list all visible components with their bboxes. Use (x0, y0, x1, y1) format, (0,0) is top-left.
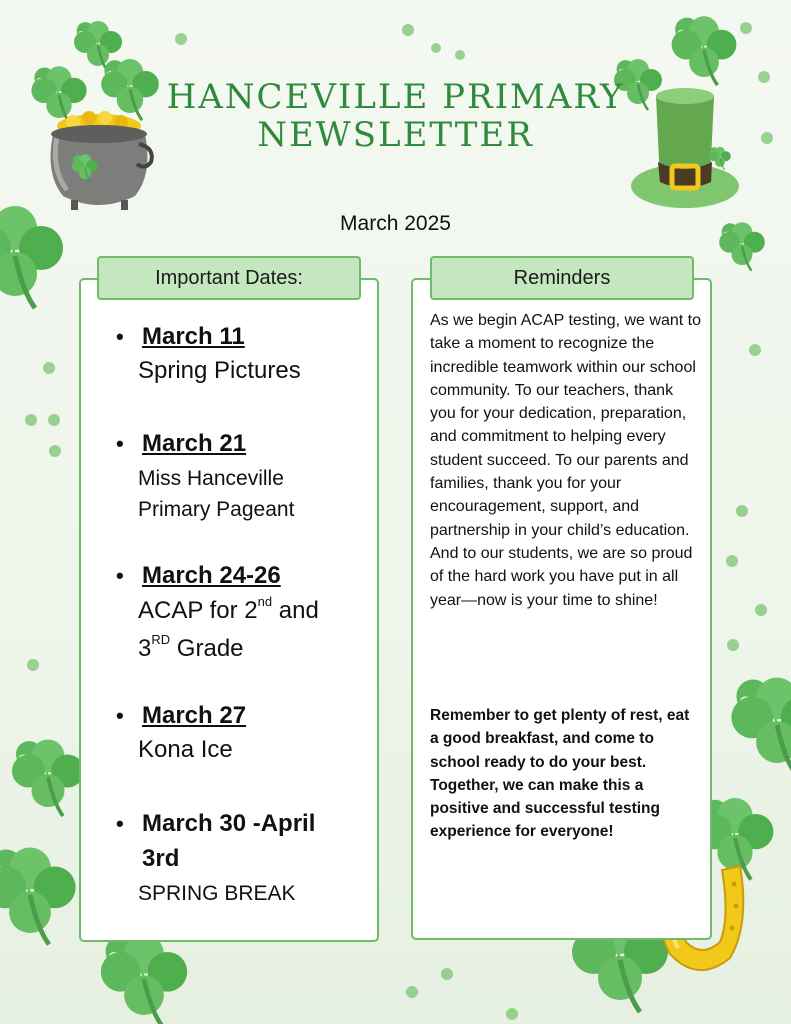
event-date: March 24-26 (142, 562, 281, 589)
event-date: March 27 (142, 702, 247, 729)
important-dates-tab: Important Dates: (97, 256, 361, 300)
event-description: Kona Ice (138, 736, 233, 763)
reminders-bold-paragraph: Remember to get plenty of rest, eat a good breakfast, and come to school ready to do your best. Together, we can make this a positive and successful testing experience for everyone! (430, 707, 690, 841)
event-item: • March 30 -April 3rd SPRING BREAK (116, 806, 372, 909)
reminders-tab: Reminders (430, 256, 694, 300)
reminders-paragraph: As we begin ACAP testing, we want to take a moment to recognize the incredible teamwork within our school community. To our teachers, thank you for your dedication, preparation, and commitment to helping every student succeed. To our parents and families, thank you for your encouragement, support, and partnership in your child’s education. And to our students, we are so proud of the hard work you have put in all year—now is your time to shine! (430, 312, 701, 609)
event-item: • March 24-26 ACAP for 2nd and 3RD Grade (116, 560, 372, 668)
event-item: • March 21 Miss Hanceville Primary Pageant (116, 428, 372, 525)
event-description: ACAP for 2nd and 3RD Grade (138, 594, 319, 662)
event-description: SPRING BREAK (138, 882, 296, 905)
shamrock-icon (8, 732, 88, 832)
shamrock-icon (0, 845, 90, 955)
event-date: March 11 (142, 323, 245, 350)
event-description: Spring Pictures (138, 357, 301, 384)
title-line-2: NEWSLETTER (257, 115, 534, 155)
newsletter-title (0, 78, 791, 154)
shamrock-icon (722, 670, 791, 780)
event-date: March 30 -April (142, 810, 316, 837)
newsletter-date: March 2025 (340, 212, 451, 235)
event-item: • March 27 Kona Ice (116, 700, 372, 768)
event-date: March 21 (142, 430, 247, 457)
event-item: • March 11 Spring Pictures (116, 321, 372, 389)
title-line-1: HANCEVILLE PRIMARY (166, 77, 625, 117)
event-description: Miss Hanceville Primary Pageant (138, 467, 295, 521)
shamrock-icon (84, 934, 204, 1024)
